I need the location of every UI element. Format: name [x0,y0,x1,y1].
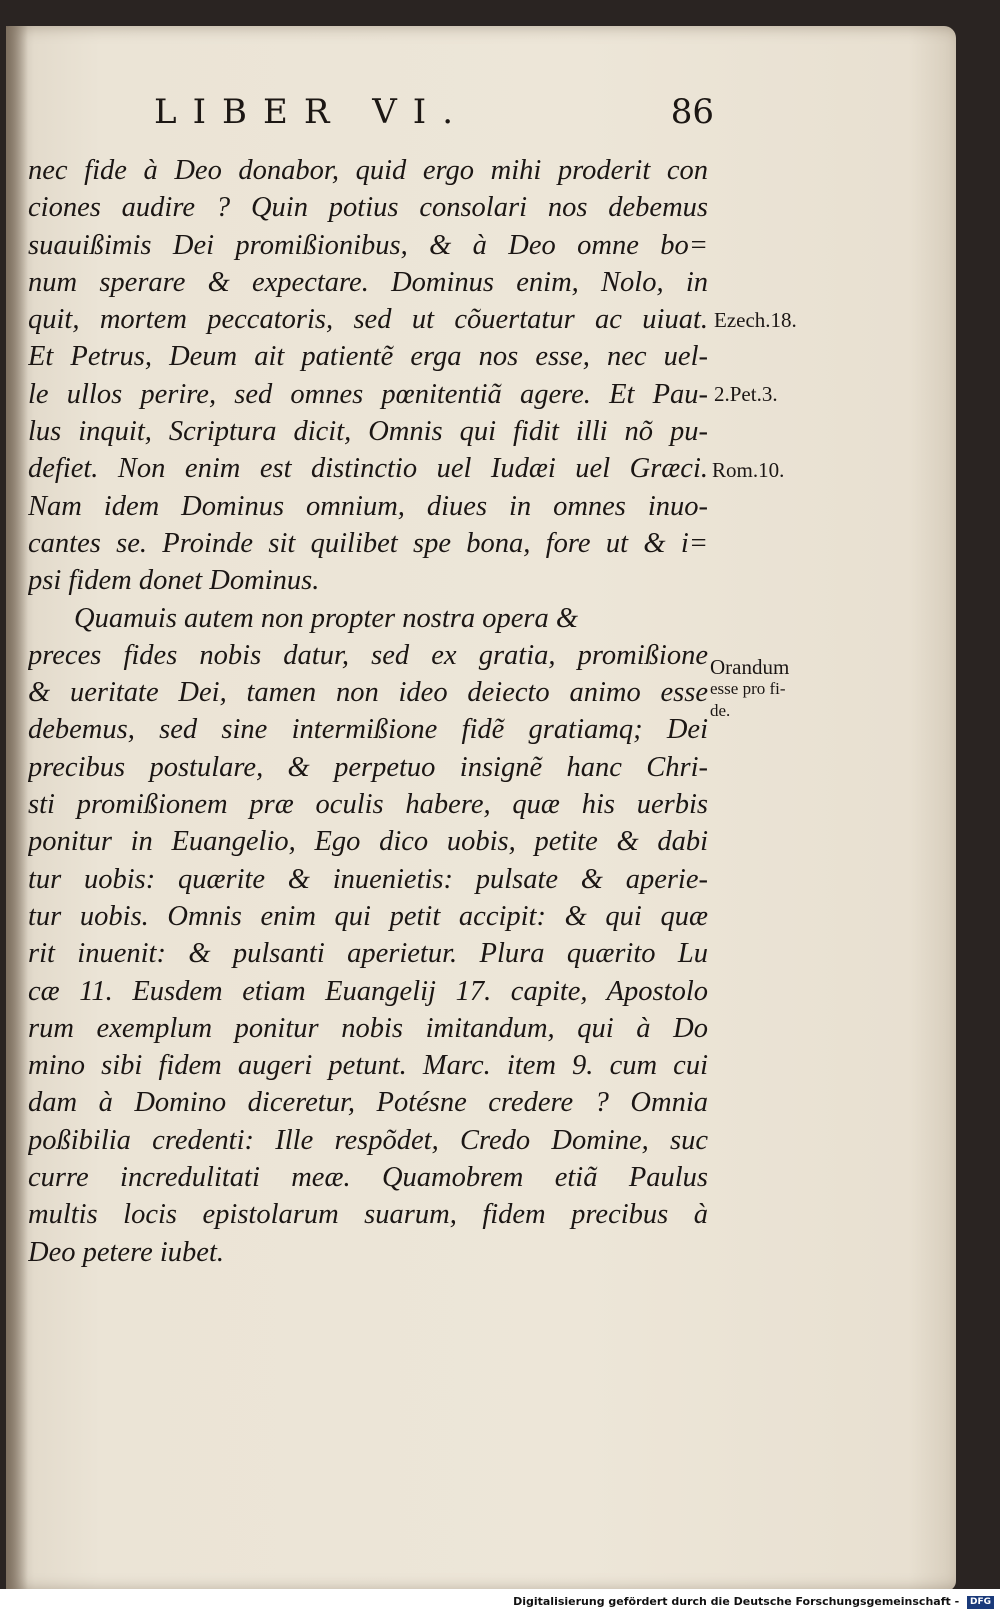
text-line: dam à Domino diceretur, Potésne credere ? Omnia [28,1087,708,1119]
text-line: debemus, sed sine intermißione fidẽ gratiamq; Dei [28,714,708,746]
text-line: Nam idem Dominus omnium, diues in omnes inuo- [28,490,708,522]
text-line: mino sibi fidem augeri petunt. Marc. item 9. cum cui [28,1050,708,1082]
text-line: ponitur in Euangelio, Ego dico uobis, petite & dabi [28,826,708,858]
running-title: LIBER VI. [154,92,470,132]
margin-note-pet: 2.Pet.3. [714,382,778,406]
body-text [28,152,708,1271]
running-head [154,92,714,140]
text-line: nec fide à Deo donabor, quid ergo mihi proderit con [28,155,708,186]
digitization-credit [513,1592,994,1612]
text-line: psi fidem donet Dominus. [28,565,320,597]
text-line: poßibilia credenti: Ille respõdet, Credo Domine, suc [28,1124,708,1156]
book-page [6,26,956,1591]
margin-note-ezech: Ezech.18. [714,308,797,332]
margin-note-orandum-line3: de. [710,701,731,720]
margin-note-orandum [710,656,789,722]
text-line: curre incredulitati meæ. Quamobrem etiã Paulus [28,1162,708,1194]
text-line: sti promißionem præ oculis habere, quæ his uerbis [28,789,708,821]
margin-note-orandum-line2: esse pro fi- [710,679,786,698]
text-line: & ueritate Dei, tamen non ideo deiecto animo esse [28,677,708,709]
margin-note-rom: Rom.10. [712,458,785,482]
text-line: cantes se. Proinde sit quilibet spe bona, fore ut & i= [28,527,708,559]
text-line: rum exemplum ponitur nobis imitandum, qui à Do [28,1012,708,1044]
text-line: Et Petrus, Deum ait patientẽ erga nos esse, nec uel- [28,341,708,373]
text-line: Deo petere iubet. [28,1236,224,1268]
text-line: cæ 11. Eusdem etiam Euangelij 17. capite, Apostolo [28,975,708,1007]
text-line: num sperare & expectare. Dominus enim, Nolo, in [28,266,708,298]
text-line: ciones audire ? Quin potius consolari nos debemus [28,192,708,224]
text-line: precibus postulare, & perpetuo insignẽ hanc Chri- [28,751,708,783]
margin-note-orandum-line1: Orandum [710,655,790,679]
text-line: preces fides nobis datur, sed ex gratia, promißione [28,639,708,671]
text-line: rit inuenit: & pulsanti aperietur. Plura quærito Lu [28,938,708,970]
text-line: tur uobis. Omnis enim qui petit accipit: & qui quæ [28,900,708,932]
dfg-logo: DFG [967,1596,994,1609]
credit-text: Digitalisierung gefördert durch die Deutsche Forschungsgemeinschaft - [513,1595,960,1608]
text-line: suauißimis Dei promißionibus, & à Deo omne bo= [28,229,708,261]
page-number: 86 [670,92,714,132]
text-line: tur uobis: quærite & inuenietis: pulsate & aperie- [28,863,708,895]
text-line: defiet. Non enim est distinctio uel Iudæi uel Græci. [28,453,708,485]
paragraph-first-line: Quamuis autem non propter nostra opera & [74,602,579,634]
text-line: quit, mortem peccatoris, sed ut cõuertatur ac uiuat. [28,304,708,336]
text-line: lus inquit, Scriptura dicit, Omnis qui fidit illi nõ pu- [28,416,708,448]
text-line: multis locis epistolarum suarum, fidem precibus à [28,1199,708,1231]
page-gutter-shadow [6,26,28,1591]
text-line: le ullos perire, sed omnes pœnitentiã agere. Et Pau- [28,378,708,410]
